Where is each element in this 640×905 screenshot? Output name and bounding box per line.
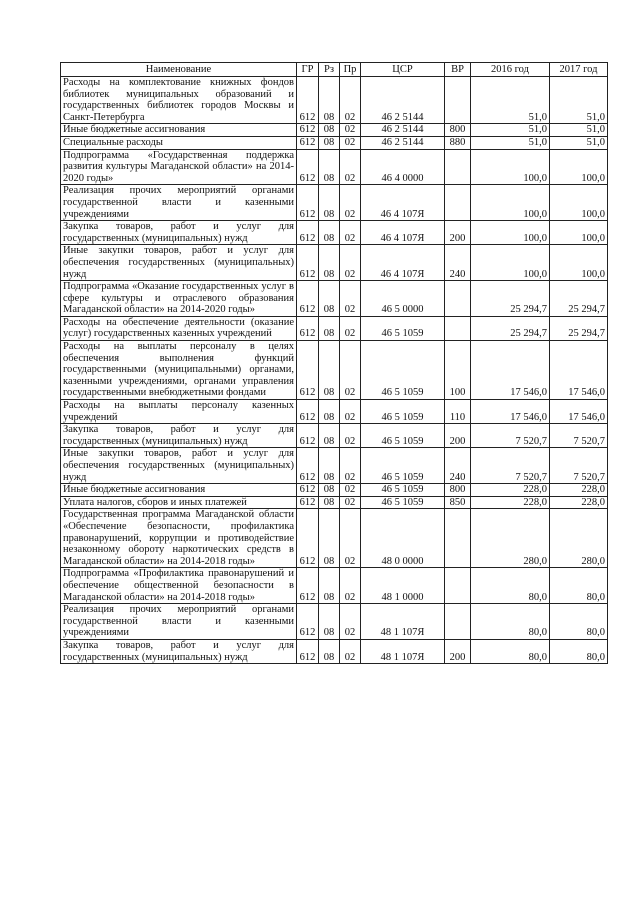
- gr-cell: 612: [297, 568, 319, 604]
- rz-cell: 08: [319, 400, 340, 424]
- pr-cell: 02: [340, 77, 361, 124]
- gr-cell: 612: [297, 149, 319, 185]
- pr-cell: 02: [340, 281, 361, 317]
- amount-2017-cell: 228,0: [550, 484, 608, 497]
- rz-cell: 08: [319, 221, 340, 245]
- gr-cell: 612: [297, 124, 319, 137]
- table-row: [61, 281, 608, 317]
- name-cell: Закупка товаров, работ и услуг для государственных (муниципальных) нужд: [61, 221, 297, 245]
- table-row: [61, 124, 608, 137]
- table-row: [61, 496, 608, 509]
- vr-cell: [445, 604, 471, 640]
- pr-cell: 02: [340, 341, 361, 400]
- pr-cell: 02: [340, 136, 361, 149]
- vr-cell: 100: [445, 341, 471, 400]
- table-row: [61, 77, 608, 124]
- rz-cell: 08: [319, 509, 340, 568]
- amount-2016-cell: 51,0: [471, 124, 550, 137]
- csr-cell: 46 5 1059: [361, 424, 445, 448]
- amount-2017-cell: 7 520,7: [550, 424, 608, 448]
- vr-cell: [445, 149, 471, 185]
- csr-cell: 46 4 0000: [361, 149, 445, 185]
- name-cell: Иные бюджетные ассигнования: [61, 124, 297, 137]
- name-cell: Подпрограмма «Профилактика правонарушений и обеспечение общественной безопасности в Магаданской области» на 2014-2018 годы»: [61, 568, 297, 604]
- name-cell: Подпрограмма «Государственная поддержка развития культуры Магаданской области» на 2014-2020 годы»: [61, 149, 297, 185]
- name-cell: Иные закупки товаров, работ и услуг для обеспечения государственных (муниципальных) нужд: [61, 448, 297, 484]
- pr-cell: 02: [340, 316, 361, 340]
- gr-cell: 612: [297, 639, 319, 663]
- vr-cell: [445, 568, 471, 604]
- table-row: [61, 639, 608, 663]
- csr-cell: 46 4 107Я: [361, 185, 445, 221]
- csr-cell: 48 0 0000: [361, 509, 445, 568]
- amount-2016-cell: 17 546,0: [471, 400, 550, 424]
- amount-2017-cell: 80,0: [550, 568, 608, 604]
- table-row: [61, 400, 608, 424]
- pr-cell: 02: [340, 639, 361, 663]
- rz-cell: 08: [319, 496, 340, 509]
- amount-2017-cell: 100,0: [550, 245, 608, 281]
- pr-cell: 02: [340, 509, 361, 568]
- amount-2017-cell: 7 520,7: [550, 448, 608, 484]
- amount-2017-cell: 51,0: [550, 136, 608, 149]
- amount-2016-cell: 7 520,7: [471, 424, 550, 448]
- rz-cell: 08: [319, 639, 340, 663]
- rz-cell: 08: [319, 341, 340, 400]
- vr-cell: [445, 509, 471, 568]
- vr-cell: 110: [445, 400, 471, 424]
- amount-2017-cell: 51,0: [550, 124, 608, 137]
- amount-2016-cell: 25 294,7: [471, 316, 550, 340]
- gr-cell: 612: [297, 136, 319, 149]
- gr-cell: 612: [297, 316, 319, 340]
- pr-cell: 02: [340, 424, 361, 448]
- gr-cell: 612: [297, 341, 319, 400]
- csr-cell: 46 5 0000: [361, 281, 445, 317]
- gr-cell: 612: [297, 245, 319, 281]
- header-csr: ЦСР: [361, 63, 445, 77]
- amount-2017-cell: 80,0: [550, 604, 608, 640]
- pr-cell: 02: [340, 496, 361, 509]
- amount-2017-cell: 51,0: [550, 77, 608, 124]
- amount-2017-cell: 17 546,0: [550, 341, 608, 400]
- gr-cell: 612: [297, 400, 319, 424]
- csr-cell: 48 1 107Я: [361, 639, 445, 663]
- gr-cell: 612: [297, 185, 319, 221]
- rz-cell: 08: [319, 424, 340, 448]
- gr-cell: 612: [297, 77, 319, 124]
- name-cell: Иные бюджетные ассигнования: [61, 484, 297, 497]
- gr-cell: 612: [297, 484, 319, 497]
- csr-cell: 46 5 1059: [361, 496, 445, 509]
- csr-cell: 46 5 1059: [361, 400, 445, 424]
- header-rz: Рз: [319, 63, 340, 77]
- vr-cell: 240: [445, 245, 471, 281]
- amount-2016-cell: 80,0: [471, 568, 550, 604]
- rz-cell: 08: [319, 77, 340, 124]
- pr-cell: 02: [340, 484, 361, 497]
- csr-cell: 48 1 107Я: [361, 604, 445, 640]
- csr-cell: 46 4 107Я: [361, 245, 445, 281]
- amount-2017-cell: 100,0: [550, 149, 608, 185]
- csr-cell: 46 2 5144: [361, 124, 445, 137]
- vr-cell: 240: [445, 448, 471, 484]
- header-2016: 2016 год: [471, 63, 550, 77]
- name-cell: Закупка товаров, работ и услуг для государственных (муниципальных) нужд: [61, 639, 297, 663]
- amount-2016-cell: 25 294,7: [471, 281, 550, 317]
- table-row: [61, 221, 608, 245]
- name-cell: Расходы на выплаты персоналу казенных учреждений: [61, 400, 297, 424]
- header-row: [61, 63, 608, 77]
- amount-2016-cell: 228,0: [471, 484, 550, 497]
- amount-2016-cell: 280,0: [471, 509, 550, 568]
- csr-cell: 46 5 1059: [361, 341, 445, 400]
- vr-cell: [445, 316, 471, 340]
- csr-cell: 46 5 1059: [361, 484, 445, 497]
- pr-cell: 02: [340, 185, 361, 221]
- rz-cell: 08: [319, 281, 340, 317]
- amount-2016-cell: 100,0: [471, 221, 550, 245]
- header-pr: Пр: [340, 63, 361, 77]
- gr-cell: 612: [297, 496, 319, 509]
- pr-cell: 02: [340, 568, 361, 604]
- amount-2016-cell: 100,0: [471, 149, 550, 185]
- amount-2016-cell: 17 546,0: [471, 341, 550, 400]
- amount-2017-cell: 25 294,7: [550, 281, 608, 317]
- header-gr: ГР: [297, 63, 319, 77]
- amount-2017-cell: 100,0: [550, 221, 608, 245]
- name-cell: Расходы на выплаты персоналу в целях обеспечения выполнения функций государственными (муниципальными) органами, казенными учреждениями, органами управления государственными внебюджетными фондами: [61, 341, 297, 400]
- header-name: Наименование: [61, 63, 297, 77]
- header-vr: ВР: [445, 63, 471, 77]
- table-row: [61, 568, 608, 604]
- vr-cell: 880: [445, 136, 471, 149]
- rz-cell: 08: [319, 149, 340, 185]
- pr-cell: 02: [340, 124, 361, 137]
- gr-cell: 612: [297, 604, 319, 640]
- amount-2017-cell: 25 294,7: [550, 316, 608, 340]
- rz-cell: 08: [319, 124, 340, 137]
- vr-cell: 850: [445, 496, 471, 509]
- name-cell: Подпрограмма «Оказание государственных услуг в сфере культуры и отраслевого образования Магаданской области» на 2014-2020 годы»: [61, 281, 297, 317]
- amount-2016-cell: 228,0: [471, 496, 550, 509]
- vr-cell: 800: [445, 124, 471, 137]
- table-row: [61, 341, 608, 400]
- rz-cell: 08: [319, 316, 340, 340]
- table-row: [61, 484, 608, 497]
- rz-cell: 08: [319, 448, 340, 484]
- table-row: [61, 316, 608, 340]
- rz-cell: 08: [319, 484, 340, 497]
- csr-cell: 46 4 107Я: [361, 221, 445, 245]
- name-cell: Реализация прочих мероприятий органами государственной власти и казенными учреждениями: [61, 604, 297, 640]
- csr-cell: 46 5 1059: [361, 448, 445, 484]
- rz-cell: 08: [319, 136, 340, 149]
- table-row: [61, 185, 608, 221]
- rz-cell: 08: [319, 568, 340, 604]
- name-cell: Расходы на обеспечение деятельности (оказание услуг) государственных казенных учреждений: [61, 316, 297, 340]
- gr-cell: 612: [297, 424, 319, 448]
- pr-cell: 02: [340, 221, 361, 245]
- table-row: [61, 149, 608, 185]
- name-cell: Расходы на комплектование книжных фондов библиотек муниципальных образований и государственных библиотек городов Москвы и Санкт-Петербурга: [61, 77, 297, 124]
- vr-cell: 200: [445, 639, 471, 663]
- rz-cell: 08: [319, 185, 340, 221]
- vr-cell: [445, 185, 471, 221]
- pr-cell: 02: [340, 448, 361, 484]
- name-cell: Уплата налогов, сборов и иных платежей: [61, 496, 297, 509]
- amount-2017-cell: 280,0: [550, 509, 608, 568]
- header-2017: 2017 год: [550, 63, 608, 77]
- gr-cell: 612: [297, 448, 319, 484]
- gr-cell: 612: [297, 281, 319, 317]
- amount-2016-cell: 100,0: [471, 185, 550, 221]
- vr-cell: 200: [445, 424, 471, 448]
- rz-cell: 08: [319, 245, 340, 281]
- name-cell: Специальные расходы: [61, 136, 297, 149]
- name-cell: Иные закупки товаров, работ и услуг для обеспечения государственных (муниципальных) нужд: [61, 245, 297, 281]
- pr-cell: 02: [340, 604, 361, 640]
- amount-2016-cell: 80,0: [471, 639, 550, 663]
- table-row: [61, 509, 608, 568]
- amount-2016-cell: 51,0: [471, 136, 550, 149]
- name-cell: Реализация прочих мероприятий органами государственной власти и казенными учреждениями: [61, 185, 297, 221]
- vr-cell: [445, 77, 471, 124]
- amount-2017-cell: 80,0: [550, 639, 608, 663]
- pr-cell: 02: [340, 400, 361, 424]
- csr-cell: 46 5 1059: [361, 316, 445, 340]
- amount-2017-cell: 17 546,0: [550, 400, 608, 424]
- table-row: [61, 424, 608, 448]
- pr-cell: 02: [340, 149, 361, 185]
- table-row: [61, 136, 608, 149]
- csr-cell: 48 1 0000: [361, 568, 445, 604]
- table-row: [61, 604, 608, 640]
- amount-2017-cell: 228,0: [550, 496, 608, 509]
- csr-cell: 46 2 5144: [361, 77, 445, 124]
- table-row: [61, 245, 608, 281]
- name-cell: Закупка товаров, работ и услуг для государственных (муниципальных) нужд: [61, 424, 297, 448]
- amount-2016-cell: 100,0: [471, 245, 550, 281]
- table-row: [61, 448, 608, 484]
- name-cell: Государственная программа Магаданской области «Обеспечение безопасности, профилактика правонарушений, коррупции и противодействие незаконному обороту наркотических средств в Магаданской области» на 2014-2018 годы»: [61, 509, 297, 568]
- amount-2016-cell: 7 520,7: [471, 448, 550, 484]
- amount-2017-cell: 100,0: [550, 185, 608, 221]
- vr-cell: 200: [445, 221, 471, 245]
- csr-cell: 46 2 5144: [361, 136, 445, 149]
- gr-cell: 612: [297, 221, 319, 245]
- budget-table: [60, 62, 608, 664]
- vr-cell: [445, 281, 471, 317]
- pr-cell: 02: [340, 245, 361, 281]
- amount-2016-cell: 51,0: [471, 77, 550, 124]
- amount-2016-cell: 80,0: [471, 604, 550, 640]
- gr-cell: 612: [297, 509, 319, 568]
- rz-cell: 08: [319, 604, 340, 640]
- vr-cell: 800: [445, 484, 471, 497]
